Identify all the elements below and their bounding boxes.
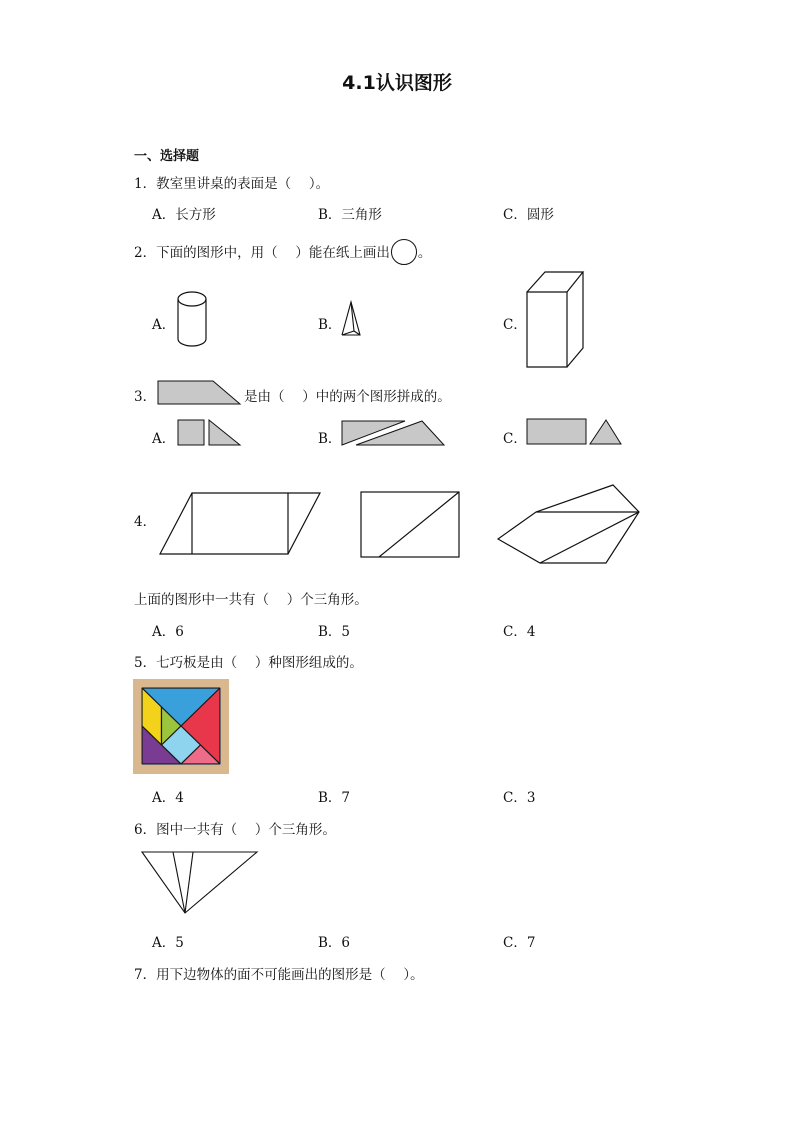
question-1: 1．教室里讲桌的表面是（ ）。	[134, 176, 330, 192]
q3-option-c[interactable]: C．	[503, 431, 527, 447]
question-3-text: 是由（ ）中的两个图形拼成的。	[244, 389, 451, 405]
trapezoid-figure	[156, 379, 244, 407]
q1-option-a[interactable]: A．长方形	[152, 207, 216, 223]
q5-option-b[interactable]: B．7	[318, 790, 351, 806]
quadrilateral-figure	[496, 483, 644, 567]
q6-option-a[interactable]: A．5	[152, 935, 184, 951]
page-title: 4.1认识图形	[342, 72, 452, 94]
pyramid-figure	[340, 300, 364, 338]
q3-option-a[interactable]: A．	[152, 431, 176, 447]
question-2	[134, 239, 431, 265]
tangram-image	[133, 679, 229, 774]
question-3-prefix: 3．	[134, 389, 157, 405]
question-5: 5．七巧板是由（ ）种图形组成的。	[134, 655, 363, 671]
cylinder-figure	[176, 290, 210, 348]
q4-option-a[interactable]: A．6	[152, 624, 184, 640]
question-7: 7．用下边物体的面不可能画出的图形是（ ）。	[134, 967, 424, 983]
q6-option-b[interactable]: B．6	[318, 935, 351, 951]
parallelogram-figure	[158, 490, 324, 558]
q1-option-c[interactable]: C．圆形	[503, 207, 554, 223]
question-4-text: 上面的图形中一共有（ ）个三角形。	[134, 592, 368, 608]
q6-option-c[interactable]: C．7	[503, 935, 536, 951]
question-2-text: 2．下面的图形中，用（ ）能在纸上画出	[134, 245, 390, 261]
q3-b-shapes	[341, 419, 447, 447]
question-2-suffix: 。	[417, 245, 432, 261]
section-heading: 一、选择题	[134, 149, 200, 164]
q3-option-b[interactable]: B．	[318, 431, 342, 447]
q2-option-b[interactable]: B．	[318, 317, 342, 333]
q5-option-a[interactable]: A．4	[152, 790, 184, 806]
question-4-prefix: 4．	[134, 514, 157, 530]
q3-c-shapes	[526, 418, 624, 446]
q2-option-a[interactable]: A．	[152, 317, 176, 333]
q4-option-b[interactable]: B．5	[318, 624, 351, 640]
q2-option-c[interactable]: C．	[503, 317, 527, 333]
q5-option-c[interactable]: C．3	[503, 790, 536, 806]
q4-option-c[interactable]: C．4	[503, 624, 536, 640]
fan-triangle-figure	[140, 850, 260, 916]
cuboid-figure	[525, 270, 585, 370]
q1-option-b[interactable]: B．三角形	[318, 207, 382, 223]
circle-figure	[391, 239, 417, 265]
question-6: 6．图中一共有（ ）个三角形。	[134, 822, 336, 838]
q3-a-shapes	[177, 419, 243, 447]
rectangle-diagonal-figure	[359, 490, 461, 560]
